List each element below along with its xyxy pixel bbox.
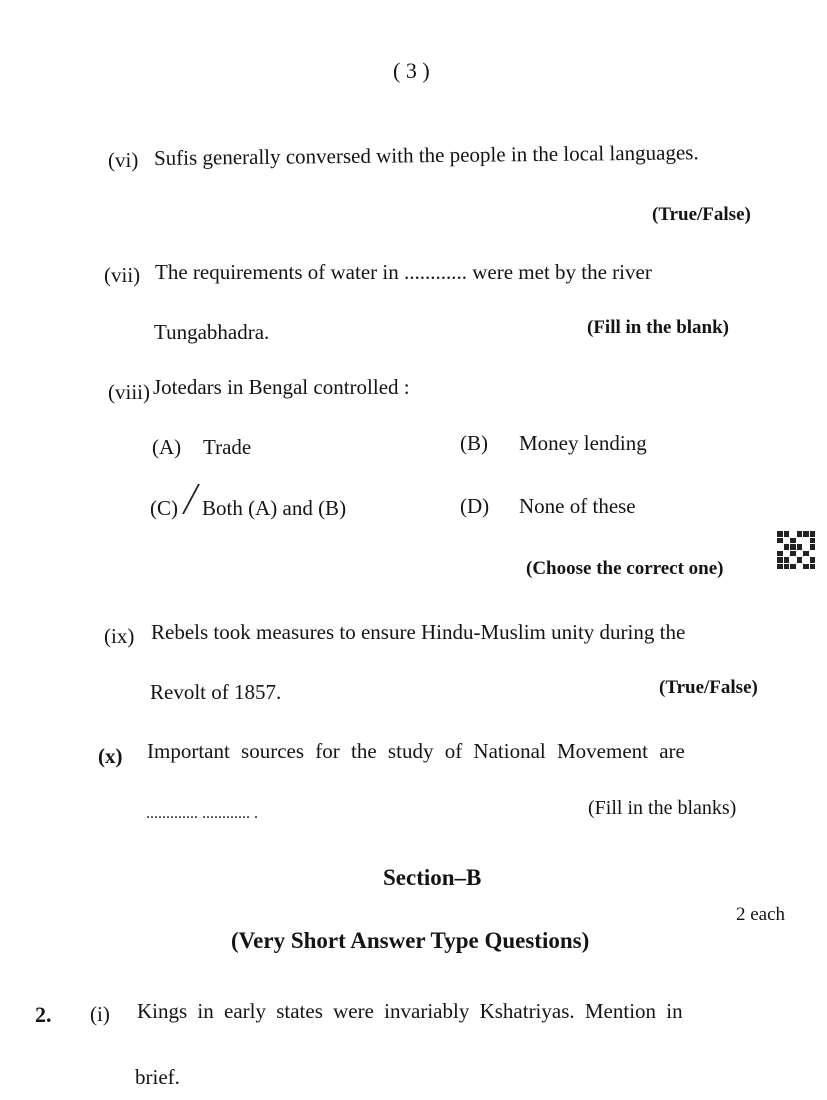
- question-number: (ix): [104, 624, 135, 648]
- question-text: Kings in early states were invariably Kshatriyas. Mention in: [137, 999, 683, 1023]
- answer-type-tag: (Fill in the blanks): [588, 797, 737, 819]
- question-text-continued: Revolt of 1857.: [150, 680, 282, 704]
- answer-type-tag: (Fill in the blank): [587, 317, 729, 338]
- question-text: Sufis generally conversed with the people in the local languages.: [153, 140, 699, 170]
- section-subtitle: (Very Short Answer Type Questions): [231, 928, 590, 953]
- page-number: ( 3 ): [393, 58, 430, 83]
- question-text: Jotedars in Bengal controlled :: [153, 375, 410, 399]
- option-label: (A): [152, 435, 182, 459]
- option-text: Both (A) and (B): [202, 496, 347, 520]
- qr-code-icon: [777, 531, 815, 569]
- question-text: The requirements of water in ............ were met by the river: [155, 260, 652, 284]
- sub-question-number: (i): [90, 1002, 110, 1026]
- question-text-continued: brief.: [135, 1065, 180, 1089]
- question-number: (vii): [104, 263, 141, 287]
- answer-type-tag: (True/False): [659, 677, 758, 698]
- answer-type-tag: (True/False): [652, 204, 751, 225]
- question-number: 2.: [35, 1002, 52, 1027]
- option-label: (D): [460, 494, 490, 518]
- option-text: None of these: [519, 494, 636, 518]
- answer-type-tag: (Choose the correct one): [526, 558, 724, 579]
- question-number: (viii): [108, 380, 150, 404]
- marks-note: 2 each: [736, 904, 786, 925]
- option-text: Trade: [203, 435, 252, 459]
- question-text: Rebels took measures to ensure Hindu-Muslim unity during the: [151, 620, 686, 644]
- fill-in-blanks: ............. ............ .: [146, 805, 258, 822]
- question-number: (x): [98, 744, 123, 768]
- question-number: (vi): [108, 148, 139, 172]
- question-text-continued: Tungabhadra.: [154, 320, 270, 344]
- option-label: (B): [460, 431, 488, 455]
- section-heading: Section–B: [383, 865, 482, 890]
- option-text: Money lending: [519, 431, 647, 455]
- option-label: (C): [150, 496, 178, 520]
- question-text: Important sources for the study of National Movement are: [147, 739, 685, 763]
